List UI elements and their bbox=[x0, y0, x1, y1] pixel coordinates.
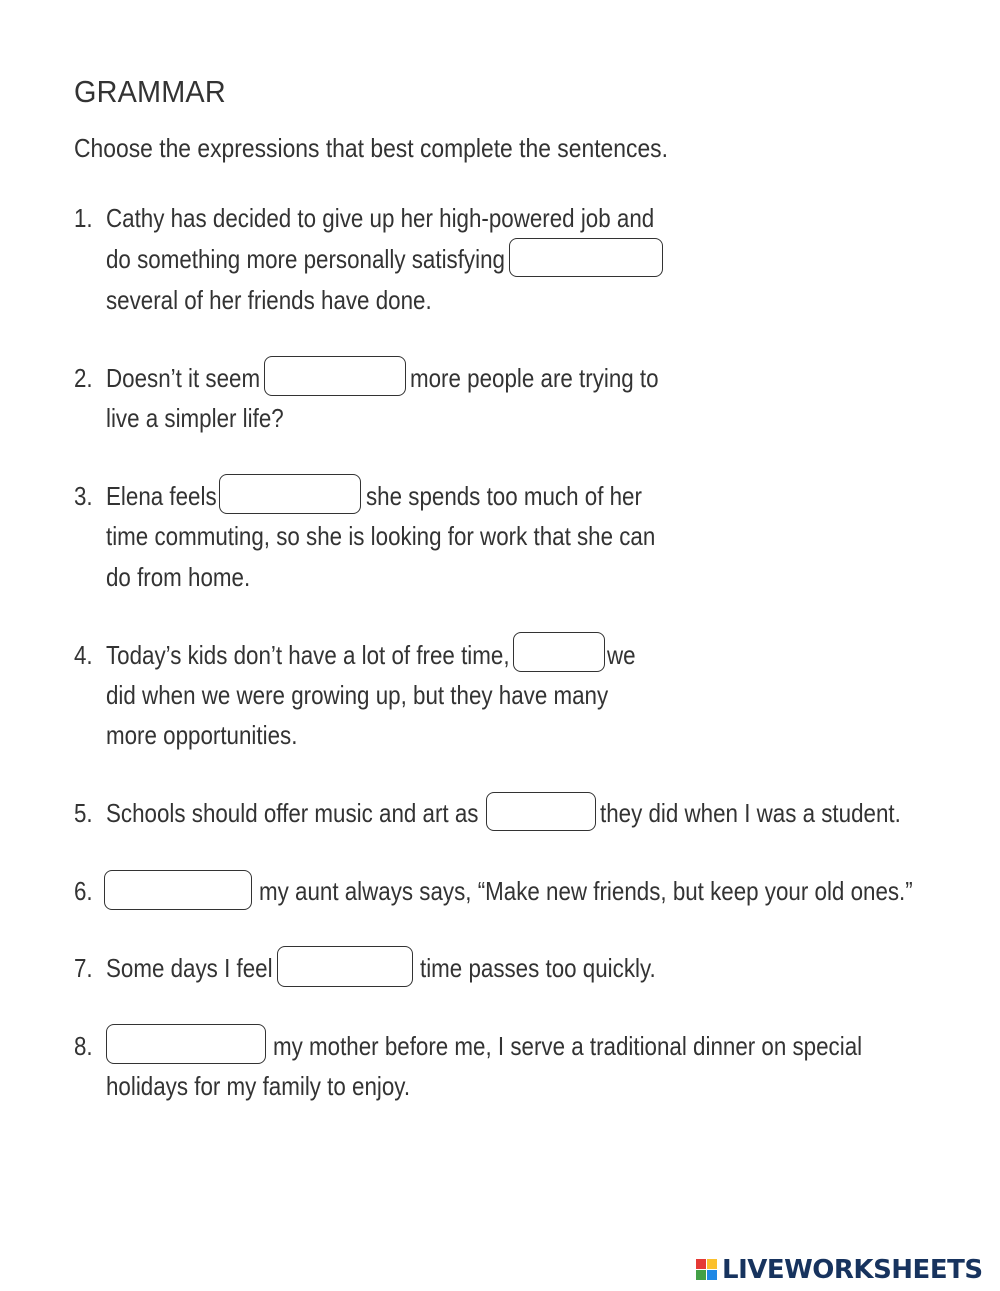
worksheet-instructions: Choose the expressions that best complete the sentences. bbox=[74, 133, 668, 163]
item-5-number: 5. bbox=[74, 798, 93, 828]
item-2-line-2: live a simpler life? bbox=[106, 403, 284, 433]
item-6-line-1-after: my aunt always says, “Make new friends, but keep your old ones.” bbox=[259, 876, 913, 906]
item-4-line-1-before: Today’s kids don’t have a lot of free time, bbox=[106, 640, 510, 670]
item-2-line-1-before: Doesn’t it seem bbox=[106, 363, 261, 393]
answer-input-5[interactable] bbox=[486, 792, 596, 831]
item-3-line-2: time commuting, so she is looking for work that she can bbox=[106, 521, 656, 551]
item-2-line-1-after: more people are trying to bbox=[410, 363, 659, 393]
item-4-line-2: did when we were growing up, but they have many bbox=[106, 680, 609, 710]
item-3-line-1-before: Elena feels bbox=[106, 481, 217, 511]
item-7-line-1-after: time passes too quickly. bbox=[420, 953, 656, 983]
answer-input-1[interactable] bbox=[509, 238, 663, 277]
worksheet-heading: GRAMMAR bbox=[74, 74, 226, 109]
item-3-line-1-after: she spends too much of her bbox=[366, 481, 642, 511]
liveworksheets-logo-icon bbox=[696, 1259, 718, 1281]
item-1-number: 1. bbox=[74, 203, 93, 233]
item-7-line-1-before: Some days I feel bbox=[106, 953, 273, 983]
item-6-number: 6. bbox=[74, 876, 93, 906]
item-1-line-1: Cathy has decided to give up her high-powered job and bbox=[106, 203, 655, 233]
answer-input-4[interactable] bbox=[513, 632, 605, 672]
answer-input-3[interactable] bbox=[219, 474, 361, 514]
item-5-line-1-before: Schools should offer music and art as bbox=[106, 798, 479, 828]
item-3-line-3: do from home. bbox=[106, 562, 251, 592]
item-7-number: 7. bbox=[74, 953, 93, 983]
item-2-number: 2. bbox=[74, 363, 93, 393]
answer-input-6[interactable] bbox=[104, 870, 252, 910]
answer-input-2[interactable] bbox=[264, 356, 406, 396]
answer-input-8[interactable] bbox=[106, 1024, 266, 1064]
item-8-line-2: holidays for my family to enjoy. bbox=[106, 1071, 411, 1101]
liveworksheets-logo[interactable] bbox=[696, 1254, 983, 1286]
logo-text: LIVEWORKSHEETS bbox=[722, 1255, 983, 1285]
item-8-number: 8. bbox=[74, 1031, 93, 1061]
answer-input-7[interactable] bbox=[277, 946, 413, 987]
item-3-number: 3. bbox=[74, 481, 93, 511]
item-8-line-1-after: my mother before me, I serve a traditional dinner on special bbox=[273, 1031, 863, 1061]
item-5-line-1-after: they did when I was a student. bbox=[600, 798, 901, 828]
item-1-line-2: do something more personally satisfying bbox=[106, 244, 505, 274]
item-1-line-3: several of her friends have done. bbox=[106, 285, 432, 315]
item-4-line-1-after: we bbox=[607, 640, 636, 670]
item-4-line-3: more opportunities. bbox=[106, 720, 298, 750]
item-4-number: 4. bbox=[74, 640, 93, 670]
